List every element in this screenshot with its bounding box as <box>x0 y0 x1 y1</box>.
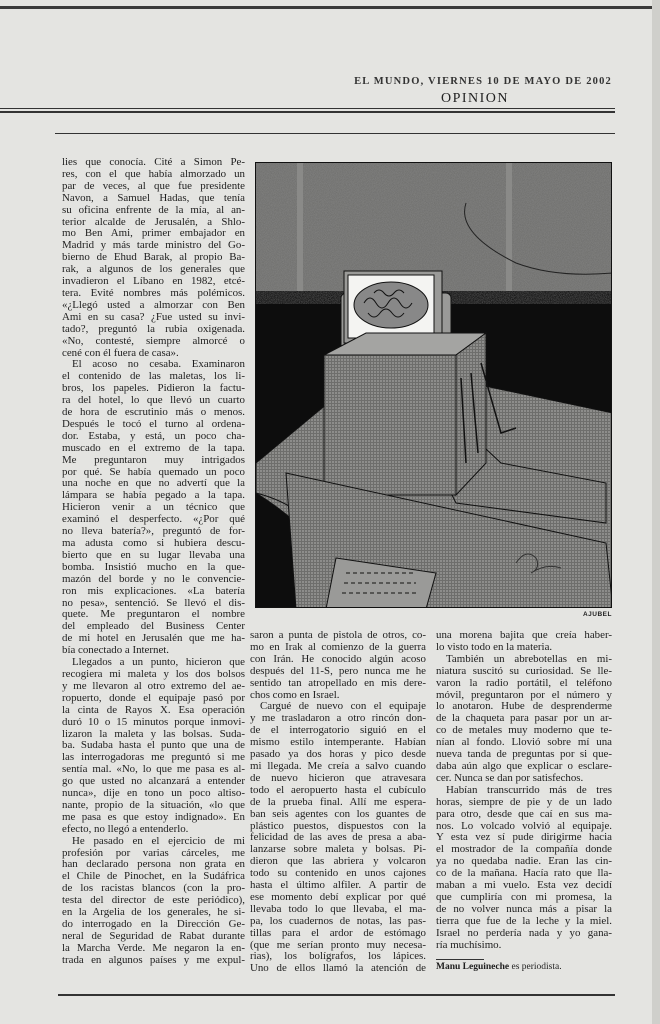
text-line: ban seis agentes con los guantes de <box>250 807 426 820</box>
text-line: bros, los papeles. Pidieron la factu- <box>62 382 245 395</box>
text-line: de el interrogatorio siguió en el <box>250 724 426 737</box>
text-line: Me preguntaron muy intrigados <box>62 453 245 466</box>
text-line: después del 11-S, pero nunca me he <box>250 664 426 677</box>
text-line: «¿Llegó usted a almorzar con Ben <box>62 298 245 311</box>
article-column-1 <box>62 157 245 967</box>
article-paragraph <box>250 701 426 975</box>
text-line: «No, contesté, siempre almorcé o <box>62 334 245 347</box>
text-line: lo anotaron. Hube de desprenderme <box>436 700 612 713</box>
text-line: muscado en el extremo de la tapa. <box>62 441 245 454</box>
text-line: Cargué de nuevo con el equipaje <box>260 700 426 713</box>
text-line: saron a punta de pistola de otros, co- <box>250 629 426 641</box>
text-line: terior alcalde de Jerusalén, a Shlo- <box>62 215 245 228</box>
text-line: del empleado del Business Center <box>62 620 245 633</box>
text-line: mismo estilo intemperante. Habían <box>250 736 426 749</box>
text-line: rias), los bolígrafos, los lápices. <box>250 950 426 963</box>
text-line: varon la radio portátil, el teléfono <box>436 676 612 689</box>
text-line: lo visto todo en la materia. <box>436 640 553 653</box>
text-line: tillas para el ardor de estómago <box>250 926 426 939</box>
text-line: la Marcha Verde. Me negaron la en- <box>62 941 245 954</box>
text-line: todo su contenido en unos cajones <box>250 867 426 880</box>
text-line: chos como en Israel. <box>250 688 340 701</box>
text-line: no lleva batería?», preguntó de for- <box>62 525 245 538</box>
text-line: todo el aeropuerto hasta el cubículo <box>250 783 426 796</box>
text-line: de los racistas blancos (con la pro- <box>62 882 245 895</box>
text-line: que cumpliría con mi promesa, la <box>436 890 612 903</box>
text-line: y me llevaron al otro extremo del ae- <box>62 679 245 692</box>
text-line: bierno de Ehud Barak, al propio Ba- <box>62 251 245 264</box>
illustration-credit: AJUBEL <box>582 611 612 618</box>
text-line: el contenido de las maletas, los li- <box>62 370 245 383</box>
text-line: y me trasladaron a otro rincón don- <box>250 712 426 725</box>
text-line: de nuevo hicieron que atravesara <box>250 771 426 784</box>
footer-rule <box>58 994 615 996</box>
article-paragraph <box>62 657 245 836</box>
text-line: horas, siempre de pie y de un lado <box>436 795 612 808</box>
text-line: mi llegada. Me creía a salvo cuando <box>250 759 426 772</box>
text-line: mo en Irak al comienzo de la guerra <box>250 640 426 653</box>
text-line: sentido tan atropellado en mis dere- <box>250 676 426 689</box>
text-line: felicidad de las aves de presa a aba- <box>250 831 426 844</box>
text-line: han declarado persona non grata en <box>62 858 245 871</box>
text-line: duró 10 o 15 minutos porque inmovi- <box>62 715 245 728</box>
text-line: niatura suscitó su curiosidad. Se lle- <box>436 664 612 677</box>
text-line: con Irán. He conocido algún acoso <box>250 652 426 665</box>
text-line: ría muchísimo. <box>436 938 502 951</box>
article-paragraph <box>62 157 245 359</box>
text-line: co de la mañana. Hacía rato que lla- <box>436 867 612 880</box>
text-line: hasta el último alfiler. A partir de <box>250 879 426 892</box>
header-rule <box>0 108 615 109</box>
header-rule <box>0 111 615 113</box>
text-line: Llegados a un punto, hicieron que <box>72 656 245 669</box>
text-line: testa del director de este periódico), <box>62 894 245 907</box>
text-line: co de metales muy moderno que te- <box>436 724 612 737</box>
text-line: móvil, preguntaron por el número y <box>436 688 612 701</box>
text-line: una morena bajita que creía haber- <box>436 629 612 641</box>
article-paragraph <box>436 785 612 952</box>
text-line: rak, a algunos de los generales que <box>62 263 245 276</box>
text-line: Navon, a Samuel Hadas, que tenía <box>62 191 245 204</box>
text-line: tera. Evité nombres más polémicos. <box>62 286 245 299</box>
text-line: cer. Nunca se dan por satisfechos. <box>436 771 584 784</box>
text-line: me pasa es que estoy indignado». En <box>62 810 245 823</box>
text-line: nos. Lo volcado volvió al equipaje. <box>436 819 612 832</box>
text-line: lanzarse sobre maleta y bolsas. Pi- <box>250 843 426 856</box>
text-line: en la Argelia de los generales, he si- <box>62 906 245 919</box>
text-line: bía conectado a Internet. <box>62 644 170 657</box>
text-line: par de veces, al que fue presidente <box>62 179 245 192</box>
text-line: Ami en su casa? ¿Fue usted su invi- <box>62 310 245 323</box>
brain-icon <box>354 282 428 328</box>
text-line: mazón del borde y no le convencie- <box>62 572 245 585</box>
author-role: es periodista. <box>509 962 562 972</box>
author-name: Manu Leguineche <box>436 962 510 972</box>
text-line: de la prueba final. Allí me espera- <box>250 795 426 808</box>
text-line: su oficina enfrente de la mía, al an- <box>62 203 245 216</box>
text-line: de no volver nunca más a pisar la <box>436 902 612 915</box>
article-column-2 <box>250 630 426 975</box>
text-line: quete. Me preguntaron el nombre <box>62 608 245 621</box>
page-right-edge <box>652 0 660 1024</box>
section-title: OPINION <box>440 91 510 106</box>
article-paragraph <box>62 359 245 657</box>
text-line: llevaba todo lo que llevaba, el ma- <box>250 902 426 915</box>
text-line: de la chaqueta para pasar por un ar- <box>436 712 612 725</box>
author-byline <box>436 962 562 972</box>
text-line: bomba. Insistió mucho en la que- <box>62 560 245 573</box>
text-line: cené con él fuera de casa». <box>62 346 179 359</box>
text-line: de mi hotel en Jerusalén que me ha- <box>62 632 245 645</box>
text-line: profesión por varias cárceles, me <box>62 846 245 859</box>
text-line: por qué. Se había quemado un poco <box>62 465 245 478</box>
article-paragraph <box>436 630 612 654</box>
text-line: ma adusta como si hubiera descu- <box>62 537 245 549</box>
text-line: ron mis explicaciones. «La batería <box>62 584 245 597</box>
text-line: recogiera mi maleta y los dos bolsos <box>62 667 245 680</box>
newspaper-dateline: EL MUNDO, VIERNES 10 DE MAYO DE 2002 <box>354 76 612 87</box>
text-line: pasado ya dos horas y pico desde <box>250 748 426 761</box>
text-line: trada en algunos países y me expul- <box>62 953 245 966</box>
article-column-3 <box>436 630 612 951</box>
text-line: pa, los cuadernos de notas, las pas- <box>250 914 426 927</box>
text-line: para otro, desde que caí en sus ma- <box>436 807 612 820</box>
text-line: nueva tanda de preguntas por si que- <box>436 748 612 761</box>
text-line: Después le tocó el turno al ordena- <box>62 417 245 430</box>
article-paragraph <box>62 836 245 967</box>
text-line: daba aún algo que explicar o esclare- <box>436 759 612 772</box>
text-line: el Chile de Pinochet, en la Sudáfrica <box>62 870 245 883</box>
text-line: nían al fondo. Llovió sobre mí una <box>436 736 612 749</box>
text-line: una noche en que no advertí que la <box>62 477 245 490</box>
text-line: la cinta de Rayos X. Esa operación <box>62 703 245 716</box>
text-line: nante, propio de la situación, «lo que <box>62 798 245 811</box>
text-line: bierto que en su lugar llevaba una <box>62 548 245 561</box>
text-line: el mostrador de la compañía donde <box>436 843 612 856</box>
article-paragraph <box>250 630 426 701</box>
page-top-border <box>0 6 660 9</box>
text-line: neral de Seguridad de Rabat durante <box>62 929 245 942</box>
text-line: Habían transcurrido más de tres <box>446 783 612 796</box>
text-line: dieron que las abriera y volcaron <box>250 855 426 868</box>
text-line: Israel no perdería nada y yo gana- <box>436 926 612 939</box>
header-rule <box>55 133 615 134</box>
text-line: (que me serían pronto muy necesa- <box>250 938 426 951</box>
text-line: ese momento debí explicar por qué <box>250 890 426 903</box>
text-line: He pasado en el ejercicio de mi <box>72 834 245 847</box>
computer-brain-illustration <box>256 163 612 608</box>
text-line: tado?, preguntó la rubia oxigenada. <box>62 322 245 335</box>
text-line: no pesa», sentenció. Se llevó el dis- <box>62 596 245 609</box>
text-line: El acoso no cesaba. Examinaron <box>72 358 245 371</box>
text-line: de hora de escrutinio más o menos. <box>62 406 245 419</box>
text-line: nunca», dije en tono un poco altiso- <box>62 787 245 800</box>
editorial-illustration <box>255 162 612 608</box>
text-line: tierra que fue de la leche y la miel. <box>436 914 612 927</box>
text-line: mo Ben Ami, primer embajador en <box>62 227 245 240</box>
text-line: efecto, no llegó a entenderlo. <box>62 822 189 835</box>
article-paragraph <box>436 654 612 785</box>
text-line: ya no quedaba nadie. Eran las cin- <box>436 855 612 868</box>
text-line: examinó el desperfecto. «¿Por qué <box>62 513 245 526</box>
text-line: lies que conocía. Cité a Simon Pe- <box>62 156 245 168</box>
text-line: ba. Sudaba hasta el punto que una de <box>62 739 245 752</box>
text-line: plástico puestos, dispuestos con la <box>250 819 426 832</box>
text-line: sentía mal. «No, lo que me pasa es al- <box>62 763 245 776</box>
text-line: Uno de ellos llamó la atención de <box>250 962 426 975</box>
text-line: Hicieron venir a un técnico que <box>62 501 245 514</box>
text-line: go que usted no alcanzará a entender <box>62 775 245 788</box>
text-line: res, con el que había almorzado un <box>62 167 245 180</box>
text-line: Madrid y más tarde ministro del Go- <box>62 239 245 252</box>
text-line: lámpara se había pegado a la tapa. <box>62 489 245 502</box>
text-line: las interrogadoras me preguntó si me <box>62 751 245 764</box>
text-line: lizaron la maleta y las bolsas. Suda- <box>62 727 245 740</box>
text-line: ra del hotel, lo que llevó un cuarto <box>62 394 245 407</box>
text-line: Y esta vez sí pude dirigirme hacia <box>436 831 612 844</box>
text-line: do interrogado en la Dirección Ge- <box>62 918 245 930</box>
text-line: dor. Estaba, y está, un poco cha- <box>62 429 245 442</box>
byline-rule <box>436 959 484 960</box>
text-line: invadieron el Líbano en 1982, etcé- <box>62 275 245 288</box>
text-line: ropuerto, donde el equipaje pasó por <box>62 691 245 704</box>
text-line: maban a mi vuelo. Esta vez decidí <box>436 879 612 892</box>
text-line: También un abrebotellas en mi- <box>446 652 612 665</box>
